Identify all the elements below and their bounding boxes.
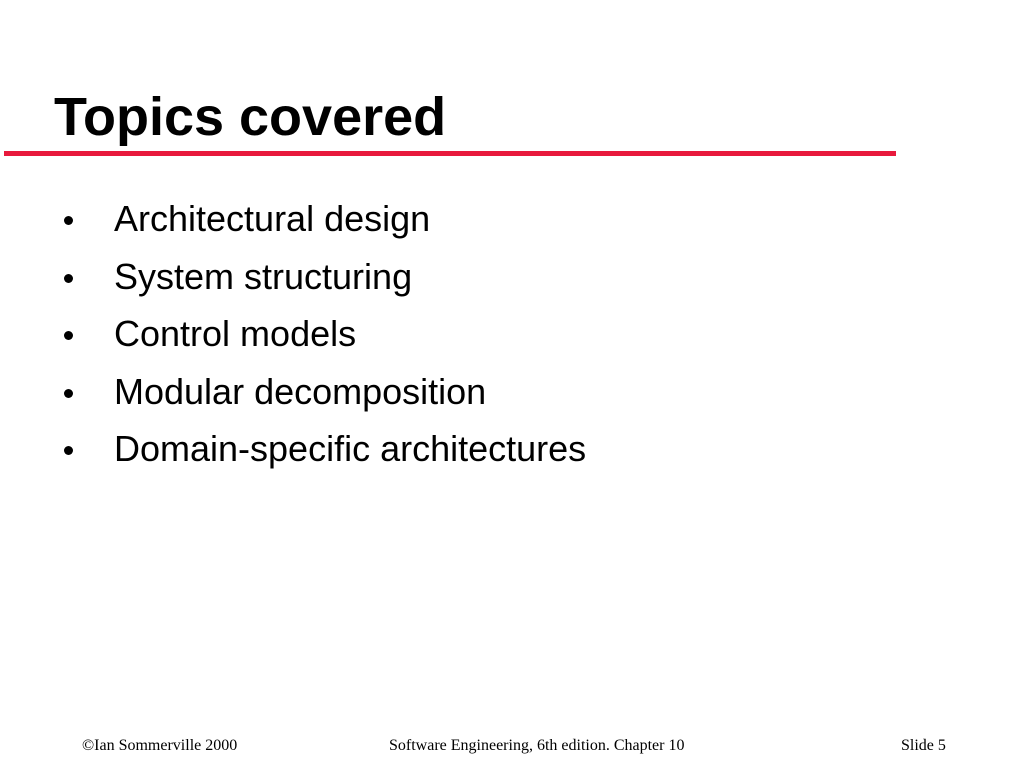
bullet-icon bbox=[64, 389, 73, 398]
bullet-text: System structuring bbox=[114, 255, 413, 297]
bullet-text: Domain-specific architectures bbox=[114, 428, 587, 469]
bullet-icon bbox=[64, 274, 73, 283]
bullet-icon bbox=[64, 331, 73, 340]
list-item bbox=[0, 367, 900, 425]
list-item bbox=[0, 252, 900, 310]
slide-title: Topics covered bbox=[54, 87, 447, 147]
footer-copyright: ©Ian Sommerville 2000 bbox=[82, 737, 238, 754]
bullet-list bbox=[0, 194, 900, 482]
list-item bbox=[0, 194, 900, 252]
bullet-text: Architectural design bbox=[114, 198, 431, 239]
footer-book-title: Software Engineering, 6th edition. Chapter 10 bbox=[389, 737, 685, 754]
list-item bbox=[0, 309, 900, 367]
list-item bbox=[0, 424, 900, 482]
bullet-icon bbox=[64, 446, 73, 455]
bullet-text: Modular decomposition bbox=[114, 370, 487, 412]
footer-slide-number: Slide 5 bbox=[901, 737, 946, 754]
bullet-icon bbox=[64, 216, 73, 225]
title-underline bbox=[4, 151, 896, 156]
bullet-text: Control models bbox=[114, 313, 357, 354]
